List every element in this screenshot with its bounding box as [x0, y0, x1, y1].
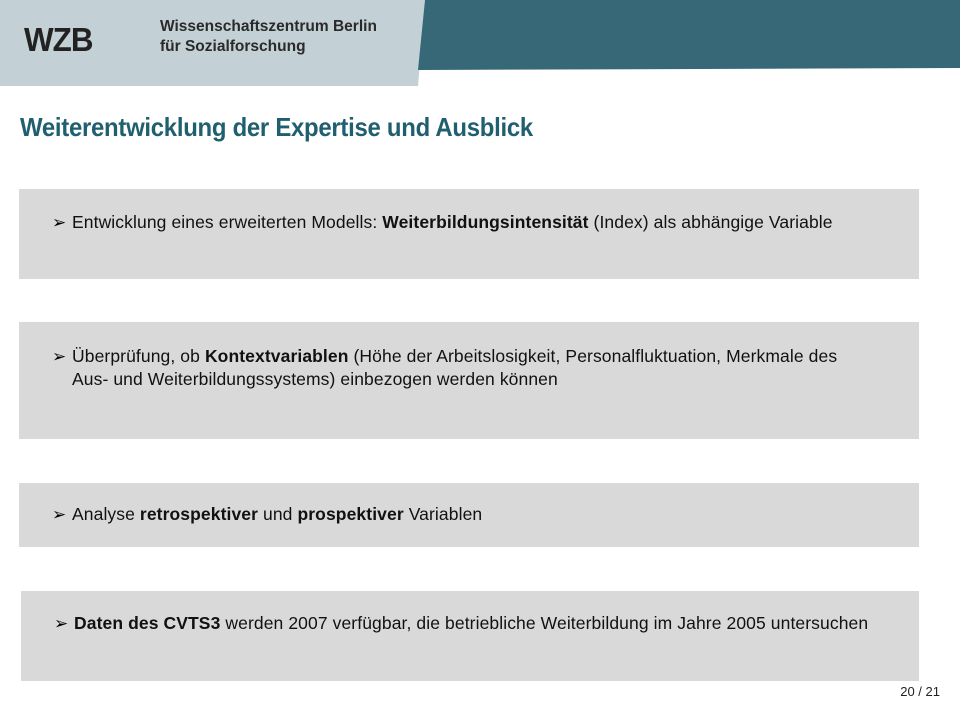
bullet-text-1: Entwicklung eines erweiterten Modells: Weiterbildungsintensität (Index) als abhängige Variable: [72, 212, 833, 232]
bullet-text-4: Daten des CVTS3 werden 2007 verfügbar, die betriebliche Weiterbildung im Jahre 2005 untersuchen: [74, 613, 869, 633]
bullet-text-3: Analyse retrospektiver und prospektiver Variablen: [72, 504, 483, 524]
bullet-3: [52, 503, 902, 526]
content-box-1: [19, 189, 919, 279]
page-number: 20 / 21: [900, 684, 940, 699]
institution-name-line1: Wissenschaftszentrum Berlin: [160, 18, 377, 35]
bullet-1: [52, 211, 902, 234]
bullet-2: [52, 345, 842, 391]
header-right-band: [418, 0, 960, 70]
arrow-bullet-icon: ➢: [52, 505, 67, 524]
arrow-bullet-icon: ➢: [52, 347, 67, 366]
institution-name-line2: für Sozialforschung: [160, 38, 306, 55]
slide-header: [0, 0, 960, 86]
content-box-4: [21, 591, 919, 681]
arrow-bullet-icon: ➢: [54, 614, 69, 633]
arrow-bullet-icon: ➢: [52, 213, 67, 232]
slide-title: Weiterentwicklung der Expertise und Ausblick: [20, 112, 533, 142]
wzb-logo: WZB: [24, 21, 93, 58]
bullet-text-2: Überprüfung, ob Kontextvariablen (Höhe der Arbeitslosigkeit, Personalfluktuation, Merkmale des Aus- und Weiterbildungssystems) einbezogen werden können: [72, 346, 838, 389]
bullet-4: [54, 612, 904, 635]
header-band-graphic: [0, 0, 960, 86]
institution-name: [160, 17, 377, 57]
